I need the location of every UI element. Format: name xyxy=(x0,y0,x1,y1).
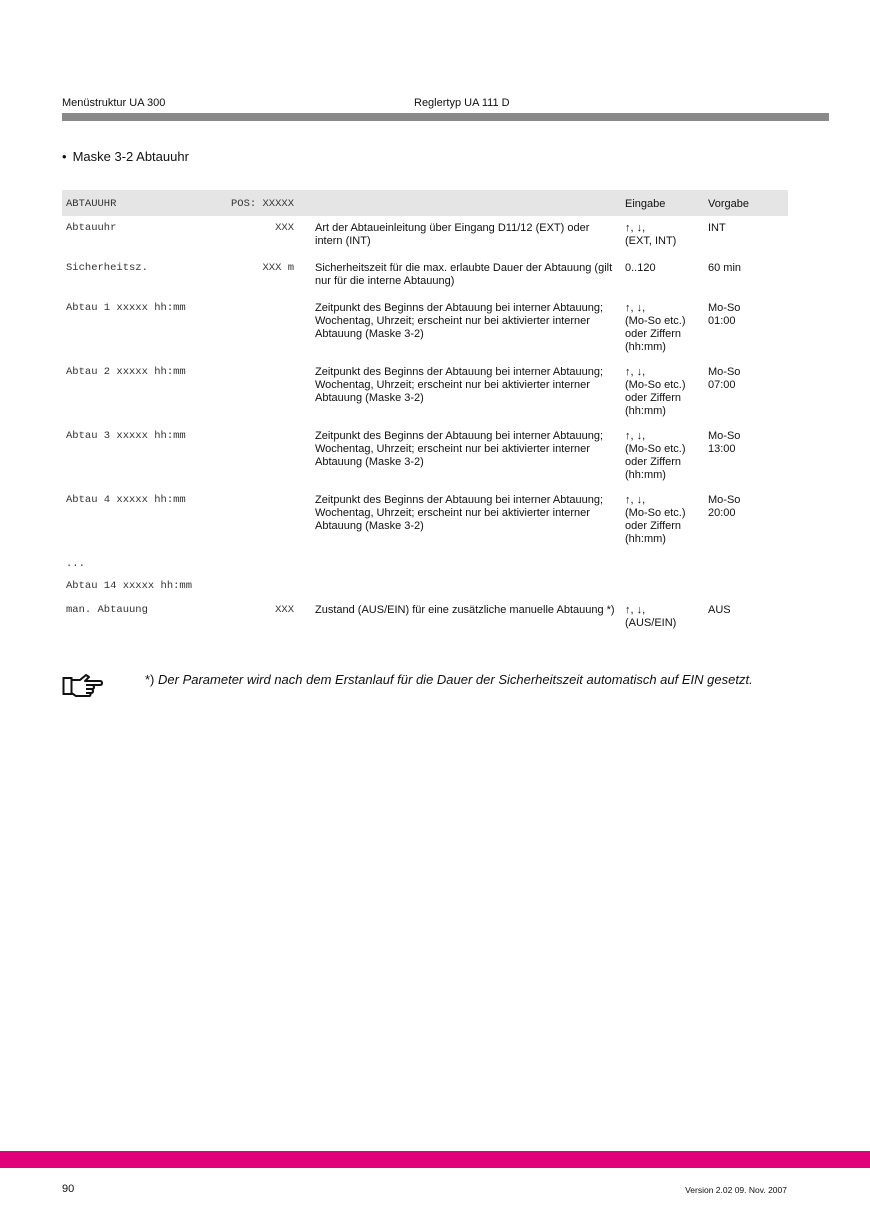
param-input: ↑, ↓, (AUS/EIN) xyxy=(625,604,677,629)
header-position: POS: XXXXX xyxy=(230,198,294,210)
footnote xyxy=(145,672,785,688)
version-info: Version 2.02 09. Nov. 2007 xyxy=(685,1185,787,1195)
header-left: Menüstruktur UA 300 xyxy=(62,97,166,109)
param-description: Sicherheitszeit für die max. erlaubte Dauer der Abtauung (gilt nur für die interne Abtauung) xyxy=(315,262,613,287)
footnote-text: Der Parameter wird nach dem Erstanlauf für die Dauer der Sicherheitszeit automatisch auf EIN gesetzt. xyxy=(158,672,753,687)
param-description: Zeitpunkt des Beginns der Abtauung bei interner Abtauung; Wochentag, Uhrzeit; erscheint nur bei aktivierter interner Abtauung (Maske 3-2) xyxy=(315,494,604,532)
table-row xyxy=(62,488,788,552)
param-default: Mo-So 01:00 xyxy=(708,302,741,327)
table-row xyxy=(62,296,788,360)
param-name: Abtau 3 xxxxx hh:mm xyxy=(66,430,186,442)
footer-bar xyxy=(0,1151,870,1168)
param-input: ↑, ↓, (Mo-So etc.) oder Ziffern (hh:mm) xyxy=(625,430,686,481)
param-description: Zustand (AUS/EIN) für eine zusätzliche manuelle Abtauung *) xyxy=(315,604,615,616)
param-name: Abtau 1 xxxxx hh:mm xyxy=(66,302,186,314)
section-title: Maske 3-2 Abtauuhr xyxy=(72,149,189,164)
param-input: 0..120 xyxy=(625,262,656,274)
param-name: ... xyxy=(66,558,85,570)
param-default: Mo-So 20:00 xyxy=(708,494,741,519)
footnote-marker: *) xyxy=(145,672,155,687)
param-value: XXX xyxy=(275,604,294,616)
table-row xyxy=(62,256,788,296)
param-default: 60 min xyxy=(708,262,742,274)
param-input: ↑, ↓, (Mo-So etc.) oder Ziffern (hh:mm) xyxy=(625,302,686,353)
param-name: Abtau 4 xxxxx hh:mm xyxy=(66,494,186,506)
section-bullet: • xyxy=(62,149,67,164)
parameter-table xyxy=(62,190,788,638)
page-number: 90 xyxy=(62,1183,75,1195)
param-value: XXX xyxy=(275,222,294,234)
param-default: INT xyxy=(708,222,726,234)
param-input: ↑, ↓, (Mo-So etc.) oder Ziffern (hh:mm) xyxy=(625,494,686,545)
param-description: Art der Abtaueinleitung über Eingang D11/12 (EXT) oder intern (INT) xyxy=(315,222,590,247)
table-row xyxy=(62,552,788,574)
table-row xyxy=(62,598,788,638)
param-description: Zeitpunkt des Beginns der Abtauung bei interner Abtauung; Wochentag, Uhrzeit; erscheint nur bei aktivierter interner Abtauung (Maske 3-2) xyxy=(315,430,604,468)
header-default: Vorgabe xyxy=(708,198,749,210)
param-name: Abtau 2 xxxxx hh:mm xyxy=(66,366,186,378)
table-row xyxy=(62,360,788,424)
header-center: Reglertyp UA 111 D xyxy=(414,97,510,109)
header-input: Eingabe xyxy=(625,198,666,210)
param-description: Zeitpunkt des Beginns der Abtauung bei interner Abtauung; Wochentag, Uhrzeit; erscheint nur bei aktivierter interner Abtauung (Maske 3-2) xyxy=(315,366,604,404)
param-default: Mo-So 07:00 xyxy=(708,366,741,391)
param-name: Sicherheitsz. xyxy=(66,262,148,274)
param-input: ↑, ↓, (Mo-So etc.) oder Ziffern (hh:mm) xyxy=(625,366,686,417)
param-value: XXX m xyxy=(262,262,294,274)
param-default: Mo-So 13:00 xyxy=(708,430,741,455)
param-name: Abtauuhr xyxy=(66,222,117,234)
table-row xyxy=(62,574,788,598)
table-row xyxy=(62,424,788,488)
section-heading xyxy=(62,149,189,164)
table-row xyxy=(62,216,788,256)
param-name: man. Abtauung xyxy=(66,604,148,616)
param-name: Abtau 14 xxxxx hh:mm xyxy=(66,580,193,592)
table-header xyxy=(62,190,788,216)
header-menu-name: ABTAUUHR xyxy=(66,198,117,210)
param-input: ↑, ↓, (EXT, INT) xyxy=(625,222,677,247)
param-description: Zeitpunkt des Beginns der Abtauung bei interner Abtauung; Wochentag, Uhrzeit; erscheint nur bei aktivierter interner Abtauung (Maske 3-2) xyxy=(315,302,604,340)
header-bar xyxy=(62,113,829,121)
pointing-hand-icon xyxy=(62,672,104,700)
param-default: AUS xyxy=(708,604,731,616)
